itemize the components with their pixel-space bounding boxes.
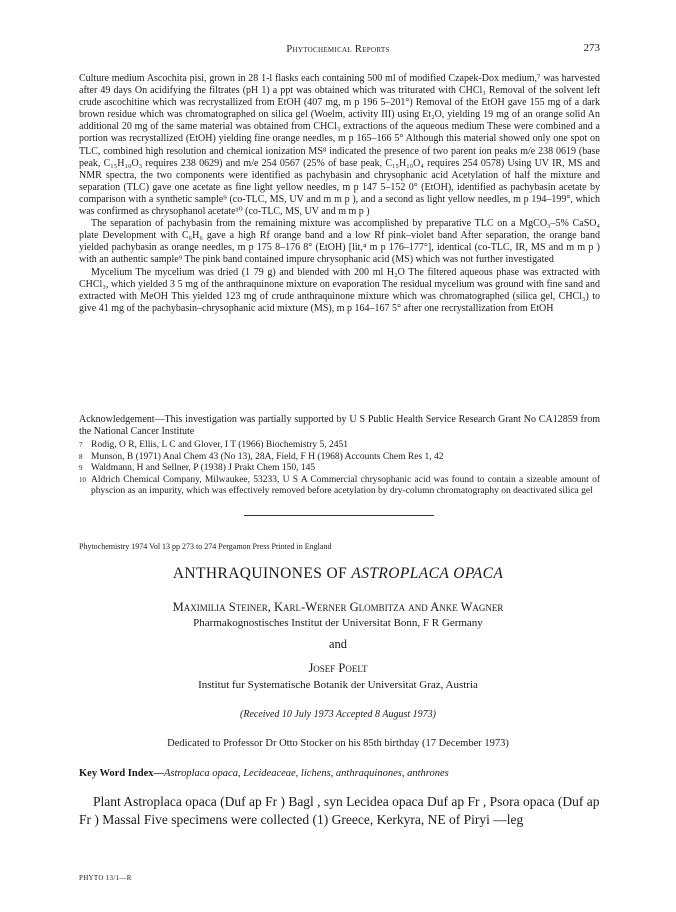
affiliation-graz: Institut fur Systematische Botanik der Universitat Graz, Austria bbox=[198, 679, 478, 691]
reference-text: Aldrich Chemical Company, Milwaukee, 53233, U S A Commercial chrysophanic acid was found to contain a sizeable amount of physcion as an impurity, which was effectively removed before acetylation by dry-column chromatography on deactivated silica gel bbox=[91, 474, 600, 496]
article-title-species: ASTROPLACA OPACA bbox=[351, 565, 504, 582]
body-paragraph-3: Mycelium The mycelium was dried (1 79 g) and blended with 200 ml H₂O The filtered aqueous phase was extracted with CHCl₃, which yielded 3 5 mg of the anthraquinone mixture on evaporation The residual mycelium was ground with fine sand and extracted with MeOH This yielded 123 mg of crude anthraquinone mixture which was chromatographed (silica gel, CHCl₃) to give 41 mg of the pachybasin–chrysophanic acid mixture (MS), m p 164–167 5° after one recrystallization from EtOH bbox=[79, 266, 600, 314]
reference-text: Munson, B (1971) Anal Chem 43 (No 13), 28A, Field, F H (1968) Accounts Chem Res 1, 42 bbox=[91, 451, 444, 462]
reference-text: Rodig, O R, Ellis, L C and Glover, I T (1966) Biochemistry 5, 2451 bbox=[91, 440, 348, 450]
author-list: Maximilia Steiner, Karl-Werner Glombitza and Anke Wagner bbox=[172, 600, 504, 614]
keyword-label: Key Word Index— bbox=[79, 768, 164, 779]
plant-description bbox=[79, 793, 600, 829]
section-divider bbox=[244, 515, 434, 516]
keyword-list: Astroplaca opaca, Lecideaceae, lichens, anthraquinones, anthrones bbox=[163, 768, 449, 779]
reference-list bbox=[79, 440, 600, 498]
received-dates: (Received 10 July 1973 Accepted 8 August 1973) bbox=[240, 709, 436, 720]
reference-item bbox=[79, 452, 600, 464]
journal-citation-line: Phytochemistry 1974 Vol 13 pp 273 to 274 Pergamon Press Printed in England bbox=[79, 542, 332, 551]
article-title-prefix: ANTHRAQUINONES OF bbox=[172, 565, 352, 582]
reference-number: 10 bbox=[79, 475, 86, 484]
author-conjunction: and bbox=[328, 637, 348, 651]
plant-paragraph: Plant Astroplaca opaca (Duf ap Fr ) Bagl , syn Lecidea opaca Duf ap Fr , Psora opaca (Duf ap Fr ) Massal Five specimens were collected (1) Greece, Kerkyra, NE of Piryi —leg bbox=[79, 794, 600, 827]
body-paragraph-2: The separation of pachybasin from the remaining mixture was accomplished by preparative TLC on a MgCO₃–5% CaSO₄ plate Development with C₆H₆ gave a high Rf orange band and a low Rf pink–violet band After separation, the orange band yielded pachybasin as orange needles, m p 175 8–176 8° (EtOH) [lit,⁴ m p 176–177°], identical (co-TLC, IR, MS and m m p ) with an authentic sample⁹ The pink band contained impure chrysophanic acid (MS) which was not further investigated bbox=[79, 218, 600, 266]
affiliation-bonn: Pharmakognostisches Institut der Universitat Bonn, F R Germany bbox=[193, 617, 483, 629]
keyword-index bbox=[79, 768, 600, 779]
article-title bbox=[0, 565, 676, 583]
reference-number: 8 bbox=[79, 452, 83, 461]
body-paragraph-1: Culture medium Ascochita pisi, grown in 28 1-l flasks each containing 500 ml of modified Czapek-Dox medium,⁷ was harvested after 49 days On acidifying the filtrates (pH 1) a ppt was obtained which was triturated with CHCl₃ Removal of the solvent left crude ascochitine which was recrystallized from EtOH (407 mg, m p 196 5–201°) Removal of the EtOH gave 155 mg of a dark brown residue which was chromatographed on silica gel (Woelm, activity III) using Et₂O, yielding 19 mg of an orange solid An additional 20 mg of the same material was obtained from CHCl₃ extractions of the aqueous medium These were combined and a portion was recrystallized (EtOH) yielding fine orange needles, m p 165–166 5° Although this material showed only one spot on TLC, combined high resolution and chemical ionization MS⁸ indicated the presence of two parent ion peaks m/e 238 0619 (base peak, C₁₅H₁₀O₃ requires 238 0629) and m/e 254 0567 (25% of base peak, C₁₅H₁₀O₄ requires 254 0578) Using UV IR, MS and NMR spectra, the two components were identified as pachybasin and chrysophanic acid Acetylation of half the mixture and separation (TLC) gave one acetate as fine light yellow needles, m p 147 5–152 0° (EtOH), identified as pachybasin acetate by comparison with a synthetic sample⁹ (co-TLC, MS, UV and m m p ), and a second as light yellow needles, m p 194–199°, which was confirmed as chrysophanol acetate¹⁰ (co-TLC, MS, UV and m m p ) bbox=[79, 73, 600, 218]
footer-code: PHYTO 13/1—R bbox=[79, 874, 132, 882]
reference-text: Waldmann, H and Sellner, P (1938) J Prakt Chem 150, 145 bbox=[91, 463, 316, 473]
acknowledgement bbox=[79, 414, 600, 438]
reference-item bbox=[79, 475, 600, 498]
running-header: Phytochemical Reports bbox=[286, 44, 390, 55]
page-number: 273 bbox=[583, 42, 600, 54]
reference-number: 9 bbox=[79, 464, 83, 472]
second-author: Josef Poelt bbox=[308, 661, 368, 675]
body-text bbox=[79, 73, 600, 315]
reference-number: 7 bbox=[79, 441, 83, 449]
dedication: Dedicated to Professor Dr Otto Stocker on his 85th birthday (17 December 1973) bbox=[167, 738, 509, 749]
acknowledgement-text: Acknowledgement—This investigation was partially supported by U S Public Health Service Research Grant No CA12859 from the National Cancer Institute bbox=[79, 414, 600, 438]
reference-item bbox=[79, 440, 600, 452]
reference-item bbox=[79, 463, 600, 475]
